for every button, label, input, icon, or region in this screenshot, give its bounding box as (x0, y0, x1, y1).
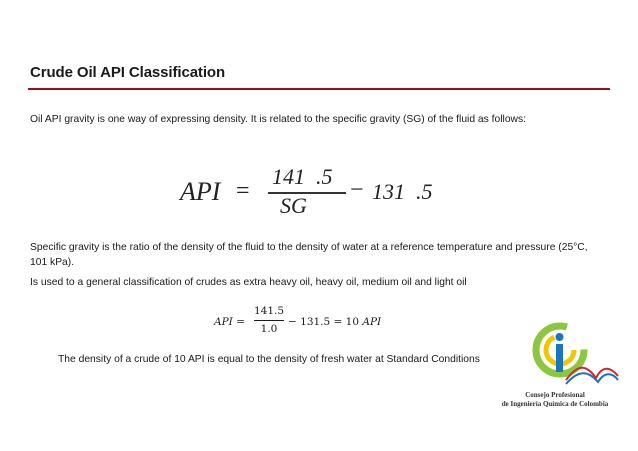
formula2-denominator: 1.0 (260, 323, 278, 335)
logo-caption-line2: de Ingeniería Química de Colombia (501, 400, 609, 408)
logo-blue-wave (566, 373, 618, 384)
api-example-formula (210, 302, 410, 342)
specific-gravity-paragraph: Specific gravity is the ratio of the density of the fluid to the density of water at a reference temperature and pressure (25°C, 101 kPa). (30, 242, 588, 268)
title-underline (28, 88, 610, 90)
api-formula-image (176, 164, 433, 223)
logo-blue-dot (556, 333, 564, 341)
slide-title: Crude Oil API Classification (30, 64, 226, 81)
formula-constant: 131 .5 (372, 179, 433, 204)
formula2-rhs-text: − 131.5 = 10 (288, 316, 363, 328)
formula-denominator: SG (280, 193, 307, 218)
formula2-rhs (288, 316, 381, 328)
formula2-fraction-bar (254, 320, 284, 321)
logo-caption (470, 391, 638, 409)
formula2-lhs: API = (214, 316, 245, 328)
cpiq-logo-icon (526, 318, 620, 388)
formula-lhs: API (180, 177, 221, 206)
formula2-unit: API (362, 316, 382, 328)
formula2-numerator: 141.5 (254, 305, 285, 317)
logo-blue-bar (556, 344, 563, 372)
classification-paragraph: Is used to a general classification of crudes as extra heavy oil, heavy oil, medium oil and light oil (30, 277, 467, 288)
fresh-water-note: The density of a crude of 10 API is equal to the density of fresh water at Standard Conditions (58, 354, 480, 365)
api-definition-paragraph: Oil API gravity is one way of expressing density. It is related to the specific gravity (SG) of the fluid as follows: (30, 114, 526, 125)
logo-caption-line1: Consejo Profesional (525, 391, 585, 399)
formula-numerator: 141 .5 (272, 164, 333, 189)
formula-equals: = (236, 178, 250, 204)
formula-minus: − (350, 177, 364, 203)
